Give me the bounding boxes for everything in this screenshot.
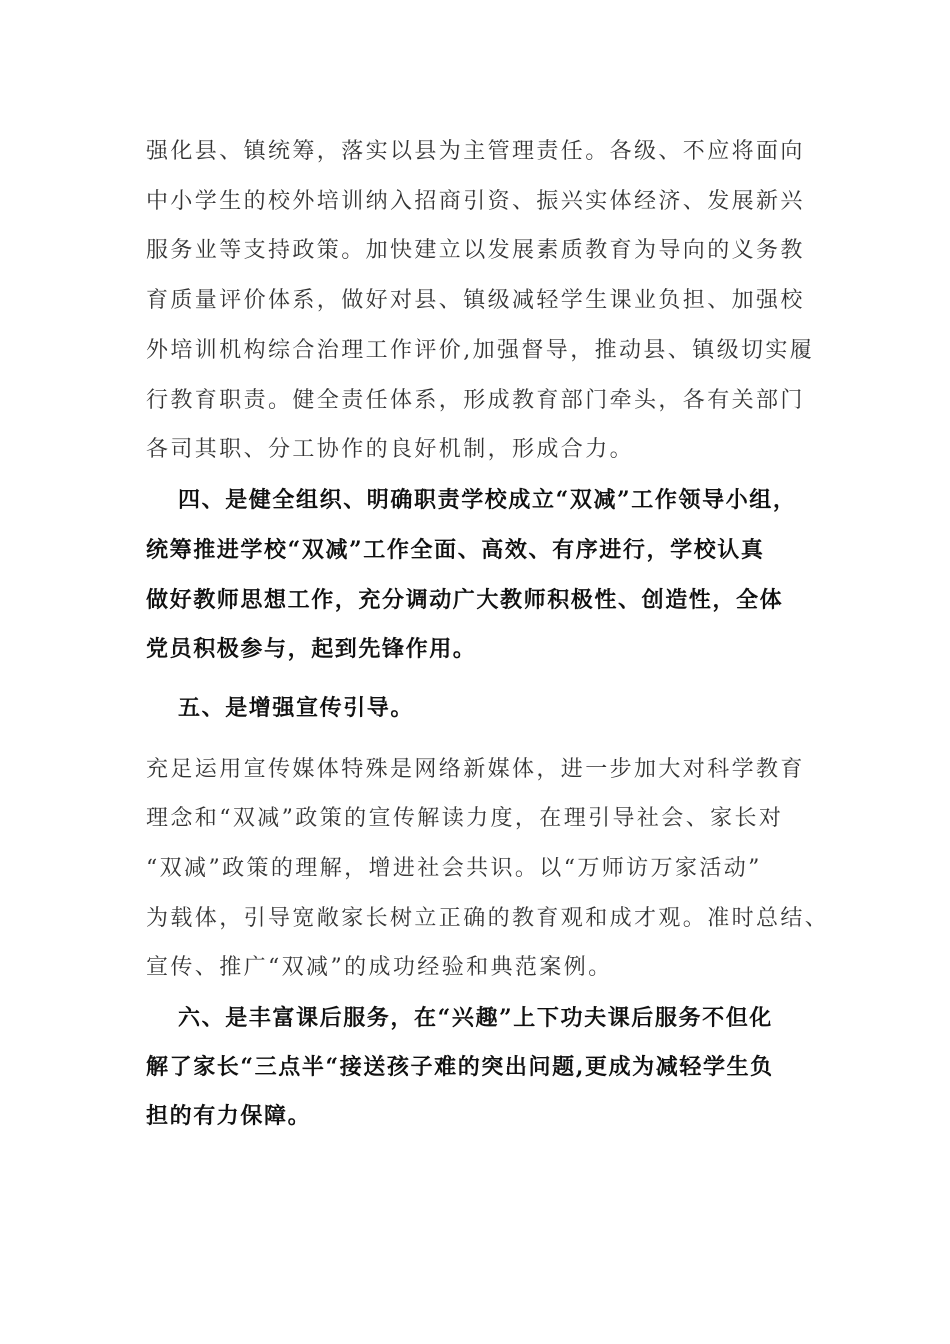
paragraph-line: 服务业等支持政策。加快建立以发展素质教育为导向的义务教 [146,238,805,263]
section-heading-line: 担的有力保障。 [146,1103,312,1129]
section-heading-line: 做好教师思想工作，充分调动广大教师积极性、创造性，全体 [146,587,784,613]
paragraph-line: 外培训机构综合治理工作评价,加强督导，推动县、镇级切实履 [146,338,815,363]
paragraph-line: 中小学生的校外培训纳入招商引资、振兴实体经济、发展新兴 [146,189,805,214]
section-heading-line: 统筹推进学校“双减”工作全面、高效、有序进行，学校认真 [146,537,765,563]
paragraph-line: “双减”政策的理解，增进社会共识。以“万师访万家活动” [146,856,762,881]
section-heading-line: 六、是丰富课后服务，在“兴趣”上下功夫课后服务不但化 [178,1005,773,1031]
section-heading-line: 四、是健全组织、明确职责学校成立“双减”工作领导小组， [178,487,797,513]
section-heading-line: 解了家长“三点半“接送孩子难的突出问题,更成为减轻学生负 [146,1054,774,1080]
paragraph-line: 各司其职、分工协作的良好机制，形成合力。 [146,437,635,462]
section-heading: 五、是增强宣传引导。 [178,695,415,721]
paragraph-line: 宣传、推广“双减”的成功经验和典范案例。 [146,955,613,980]
paragraph-line: 强化县、镇统筹，落实以县为主管理责任。各级、不应将面向 [146,139,805,164]
paragraph-line: 育质量评价体系，做好对县、镇级减轻学生课业负担、加强校 [146,288,805,313]
paragraph-line: 为载体，引导宽敞家长树立正确的教育观和成才观。准时总结、 [146,906,830,931]
paragraph-line: 充足运用宣传媒体特殊是网络新媒体，进一步加大对科学教育 [146,757,805,782]
paragraph-line: 理念和“双减”政策的宣传解读力度，在理引导社会、家长对 [146,806,784,831]
paragraph-line: 行教育职责。健全责任体系，形成教育部门牵头，各有关部门 [146,388,805,413]
section-heading-line: 党员积极参与，起到先锋作用。 [146,636,477,662]
